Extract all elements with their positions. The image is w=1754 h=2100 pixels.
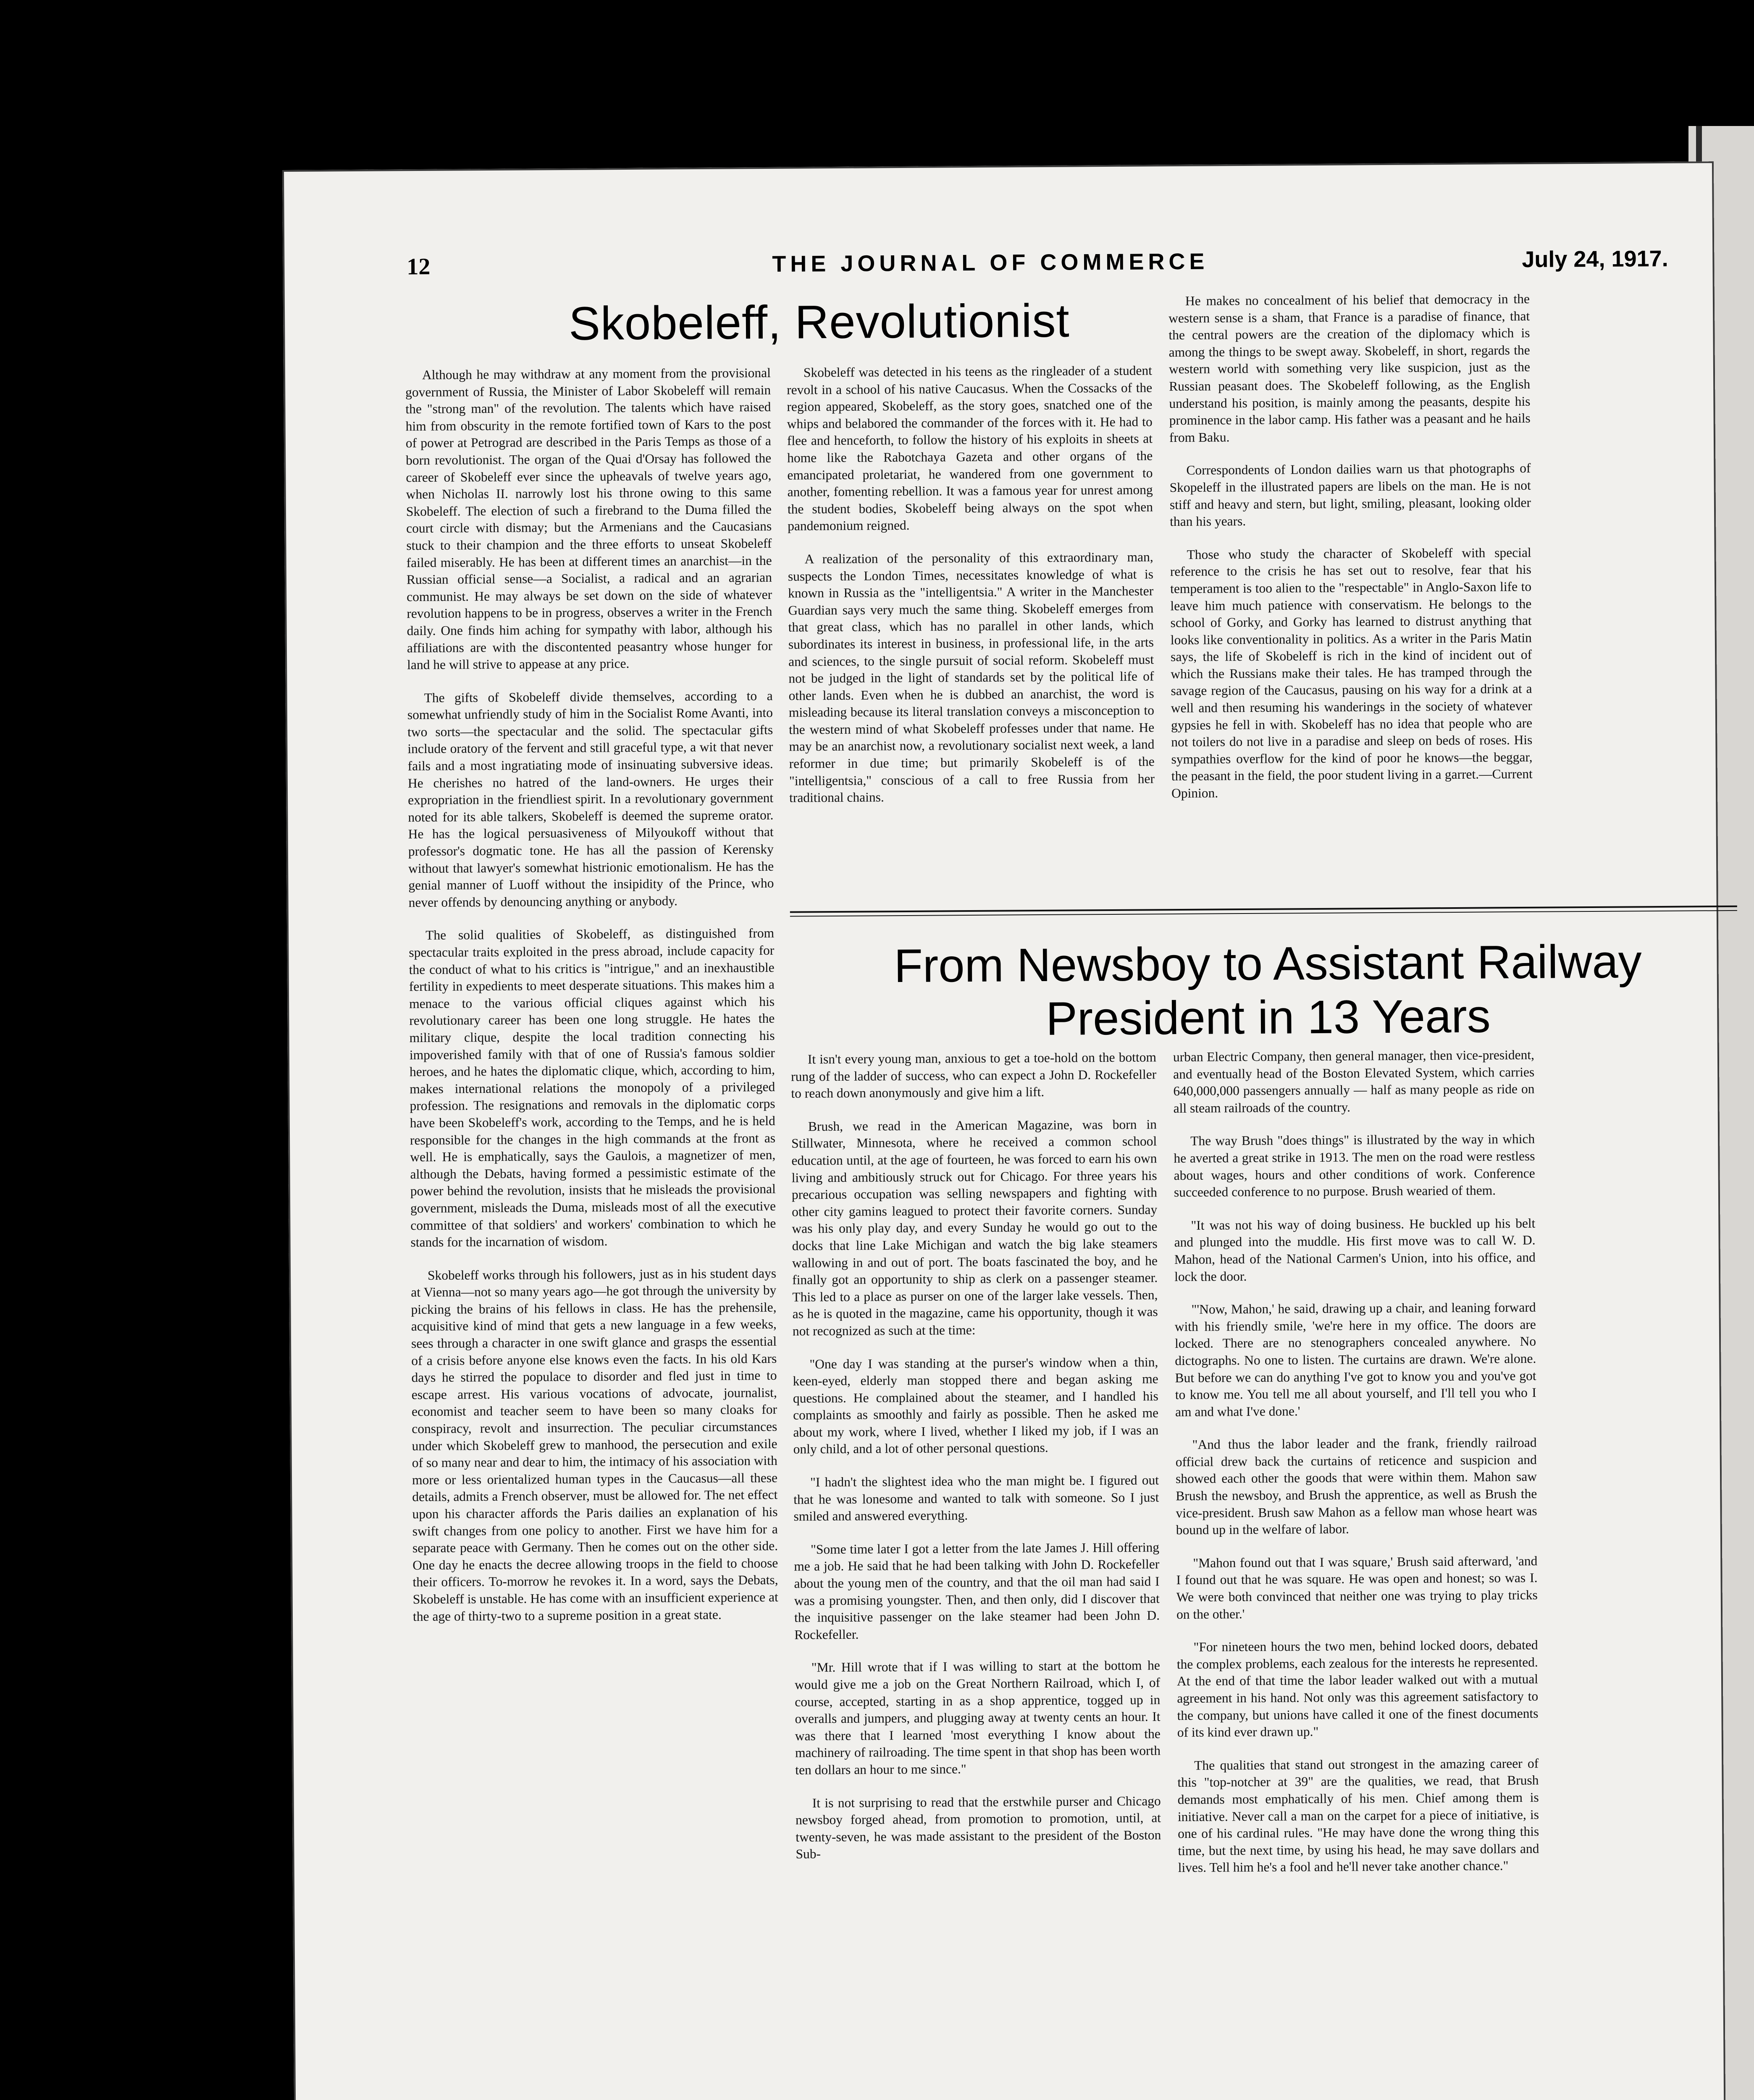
newsboy-column-1 [791,1049,1161,1863]
skobeleff-column-2 [787,362,1155,806]
paragraph: Brush, we read in the American Magazine, was born in Stillwater, Minnesota, where he received a common school education until, at the age of fourteen, he was forced to earn his own living and ambitiously struck out for Chicago. For three years his precarious occupation was selling newspapers and fighting with other city gamins leagued to protect their favorite corners. Sunday was his only play day, and every Sunday he would go out to the docks that line Lake Michigan and watch the big lake steamers wallowing in and out of port. The boats fascinated the boy, and he finally got an opportunity to ship as clerk on a passenger steamer. This led to a place as purser on one of the larger lake vessels. Then, as he is quoted in the magazine, came his opportunity, though it was not recognized as such at the time: [791,1117,1158,1339]
paragraph: "Mr. Hill wrote that if I was willing to start at the bottom he would give me a job on the Great Northern Railroad, which I, of course, accepted, starting in as a shop apprentice, togged up in overalls and jumpers, and plugging away at twenty cents an hour. It was there that I learned 'most everything I know about the machinery of railroading. The time spent in that shop has been worth ten dollars an hour to me since." [794,1658,1161,1777]
paragraph: A realization of the personality of this extraordinary man, suspects the London Times, necessitates knowledge of what is known in Russia as the "intelligentsia." A writer in the Manchester Guardian says very much the same thing. Skobeleff emerges from that great class, which has no parallel in other lands, which subordinates its interest in business, in professional life, in the arts and sciences, to the single pursuit of social reform. Skobeleff must not be judged in the light of standards set by the political life of other lands. Even when he is dubbed an anarchist, the word is misleading because its literal translation conveys a misconception to the western mind of what Skobeleff professes under that name. He may be an anarchist now, a revolutionary socialist next week, a land reformer in due time; but primarily Skobeleff is of the "intelligentsia," conscious of a call to free Russia from her traditional chains. [788,549,1155,805]
title-line-2: President in 13 Years [1045,990,1491,1045]
paragraph: He makes no concealment of his belief that democracy in the western sense is a sham, that France is a paradise of finance, that the central powers are the creation of the diplomacy which is among the things to be swept away. Skobeleff, in short, regards the western world with something very like suspicion, just as the Russian peasant does. The Skobeleff following, as the English understand his position, is mainly among the peasants, despite his prominence in the labor camp. His father was a peasant and he hails from Baku. [1168,291,1531,445]
issue-date: July 24, 1917. [1522,246,1668,272]
article-divider-rule [790,906,1737,913]
paragraph: The qualities that stand out strongest in the amazing career of this "top-notcher at 39" are the qualities, we read, that Brush demands most emphatically of his men. Chief among them is initiative. Never call a man on the carpet for a piece of initiative, is one of his cardinal rules. "He may have done the wrong thing this time, but the next time, by using his head, he may save dollars and lives. Tell him he's a fool and he'll never take another chance." [1177,1756,1539,1875]
paragraph: Those who study the character of Skobeleff with special reference to the crisis he has set out to resolve, fear that his temperament is too alien to the "respectable" in Anglo-Saxon life to leave him much patience with conservatism. He belongs to the school of Gorky, and Gorky has learned to distrust anything that looks like conventionality in politics. As a writer in the Paris Matin says, the life of Skobeleff is rich in the kind of incident out of which the Russians make their tales. He has tramped through the savage region of the Caucasus, pausing on his way for a drink at a well and then resuming his wanderings in the society of whatever gypsies he fell in with. Skobeleff has no idea that people who are not toilers do not live in a paradise and sleep on beds of roses. His sympathies overflow for the kind of poor he knows—the beggar, the peasant in the field, the poor student living in a garret.—Current Opinion. [1170,545,1533,801]
paragraph: urban Electric Company, then general manager, then vice-president, and eventually head of the Boston Elevated System, which carries 640,000,000 passengers annually — half as many people as ride on all steam railroads of the country. [1173,1047,1535,1116]
paragraph: "Mahon found out that I was square,' Brush said afterward, 'and I found out that he was square. He was open and honest; so was I. We were both convinced that neither one was trying to play tricks on the other.' [1176,1553,1538,1622]
paragraph: "Some time later I got a letter from the late James J. Hill offering me a job. He said that he had been talking with John D. Rockefeller about the young men of the country, and that the oil man had said I was a promising youngster. Then, and then only, did I discover that the inquisitive passenger on the lake steamer had been John D. Rockefeller. [794,1540,1160,1642]
paragraph: Skobeleff was detected in his teens as the ringleader of a student revolt in a school of his native Caucasus. When the Cossacks of the region appeared, Skobeleff, as the story goes, snatched one of the whips and belabored the commander of the forces with it. He had to flee and henceforth, to follow the history of his exploits in sheets at home like the Rabotchaya Gazeta and other organs of the emancipated proletariat, he wandered from one government to another, fomenting rebellion. It was a famous year for unrest among the student bodies, Skobeleff being always on the spot when pandemonium reigned. [787,363,1153,534]
paragraph: The solid qualities of Skobeleff, as distinguished from spectacular traits exploited in the press abroad, include capacity for the conduct of what to his critics is "intrigue," and an inexhaustible fertility in expedients to meet desperate situations. This makes him a menace to the various official cliques against which his revolutionary career has been one long struggle. He hates the military clique, despite the local tradition connecting his impoverished family with that of one of Russia's famous soldier heroes, and he hates the diplomatic clique, which, according to him, makes international relations the monopoly of a privileged profession. The resignations and removals in the diplomatic corps have been Skobeleff's work, according to the Temps, and he is held responsible for the changes in the high commands at the front as well. He is emphatically, says the Gaulois, a magnetizer of men, although the Debats, having formed a pessimistic estimate of the power behind the revolution, insists that he misleads the provisional government, misleads the Duma, misleads most of all the executive committee of that soldiers' and workers' combination to which he stands for the incarnation of wisdom. [409,926,776,1250]
article-title-skobeleff: Skobeleff, Revolutionist [568,294,1070,350]
skobeleff-column-1 [405,365,778,1625]
paragraph: It is not surprising to read that the erstwhile purser and Chicago newsboy forged ahead, from promotion to promotion, until, at twenty-seven, he was made assistant to the president of the Boston Sub- [795,1793,1161,1861]
paragraph: The way Brush "does things" is illustrated by the way in which he averted a great strike in 1913. The men on the road were restless about wages, hours and other conditions of work. Conference succeeded conference to no purpose. Brush wearied of them. [1174,1131,1535,1200]
paragraph: Although he may withdraw at any moment from the provisional government of Russia, the Minister of Labor Skobeleff will remain the "strong man" of the revolution. The talents which have raised him from obscurity in the remote fortified town of Kars to the post of power at Petrograd are described in the Paris Temps as those of a born revolutionist. The organ of the Quai d'Orsay has followed the career of Skobeleff ever since the upheavals of twelve years ago, when Nicholas II. narrowly lost his throne owing to this same Skobeleff. The election of such a firebrand to the Duma filled the court circle with dismay; but the Armenians and the Caucasians stuck to their champion and the three efforts to unseat Skobeleff failed miserably. He has been at different times an anarchist—in the Russian official sense—a Socialist, a radical and an agrarian communist. He may always be set down on the side of whatever revolution happens to be in progress, observes a writer in the French daily. One finds him aching for sympathy with labor, although his affiliations are with the discontented peasantry whose hunger for land he will strive to appease at any price. [405,365,773,672]
paragraph: The gifts of Skobeleff divide themselves, according to a somewhat unfriendly study of him in the Socialist Rome Avanti, into two sorts—the spectacular and the solid. The spectacular gifts include oratory of the fervent and still graceful type, a wit that never fails and a most ingratiating mode of insinuating subversive ideas. He cherishes no hatred of the land-owners. He urges their expropriation in the friendliest spirit. In a revolutionary government noted for its able talkers, Skobeleff is deemed the supreme orator. He has the logical persuasiveness of Milyoukoff without that professor's dogmatic tone. He has all the passion of Kerensky without that lawyer's somewhat histrionic emotionalism. He has the genial manner of Luoff without the insipidity of the Prince, who never offends by denouncing anything or anybody. [407,688,774,910]
newspaper-page [282,161,1726,2100]
paragraph: "And thus the labor leader and the frank, friendly railroad official drew back the curtains of reticence and suspicion and showed each other the goods that were within them. Mahon saw Brush the newsboy, and Brush the apprentice, as well as Brush the vice-president. Brush saw Mahon as a fellow man whose heart was bound up in the welfare of labor. [1175,1435,1537,1538]
article-title-newsboy [791,934,1745,1047]
paragraph: "I hadn't the slightest idea who the man might be. I figured out that he was lonesome and wanted to talk with someone. So I just smiled and answered everything. [793,1473,1159,1524]
paragraph: Correspondents of London dailies warn us that photographs of Skopeleff in the illustrated papers are libels on the man. He is not stiff and heavy and stern, but light, smiling, pleasant, looking older than his years. [1169,461,1531,529]
paragraph: "It was not his way of doing business. He buckled up his belt and plunged into the muddle. His first move was to call W. D. Mahon, head of the National Carmen's Union, into his office, and lock the door. [1174,1215,1536,1284]
title-line-1: From Newsboy to Assistant Railway [894,935,1642,992]
paragraph: "One day I was standing at the purser's window when a thin, keen-eyed, elderly man stopped there and began asking me questions. He complained about the steamer, and I handled his complaints as smoothly and fairly as possible. Then he asked me about my work, where I lived, whether I liked my job, if I was an only child, and a lot of other personal questions. [793,1354,1159,1457]
paragraph: Skobeleff works through his followers, just as in his student days at Vienna—not so many years ago—he got through the university by picking the brains of his fellows in class. He has the prehensile, acquisitive kind of mind that gets a new language in a few weeks, sees through a character in one swift glance and grasps the essential of a crisis before anyone else knows even the facts. In his old Kars days he stirred the populace to disorder and fled just in time to escape arrest. His various vocations of advocate, journalist, economist and teacher seem to have been so many cloaks for conspiracy, revolt and insurrection. The peculiar circumstances under which Skobeleff grew to manhood, the persecution and exile of so many near and dear to him, the intimacy of his association with more or less orientalized human types in the Caucasus—all these details, admits a French observer, must be allowed for. The net effect upon his character affords the Paris dailies an explanation of his swift changes from one policy to another. First we have him for a separate peace with Germany. Then he comes out on the other side. One day he enacts the decree allowing troops in the field to choose their officers. To-morrow he revokes it. In a word, says the Debats, Skobeleff is unstable. He has come with an insufficient experience at the age of thirty-two to a supreme position in a great state. [411,1265,778,1624]
paragraph: "'Now, Mahon,' he said, drawing up a chair, and leaning forward with his friendly smile, 'we're here in my office. The doors are locked. There are no stenographers concealed anywhere. No dictographs. No one to listen. The curtains are drawn. We're alone. But before we can do anything I've got to know you and you've got to know me. You tell me all about yourself, and I'll tell you who I am and what I've done.' [1174,1299,1536,1419]
paragraph: "For nineteen hours the two men, behind locked doors, debated the complex problems, each zealous for the interests he represented. At the end of that time the labor leader walked out with a mutual agreement in his hand. Not only was this agreement satisfactory to the company, but unions have called it one of the finest documents of its kind ever drawn up." [1176,1638,1539,1740]
page-number: 12 [407,253,431,280]
skobeleff-column-3 [1168,291,1533,802]
newsboy-column-2 [1173,1047,1539,1877]
paragraph: It isn't every young man, anxious to get a toe-hold on the bottom rung of the ladder of success, who can expect a John D. Rockefeller to reach down anonymously and give him a lift. [791,1050,1157,1101]
page-header [407,245,1751,283]
masthead: THE JOURNAL OF COMMERCE [772,249,1209,277]
